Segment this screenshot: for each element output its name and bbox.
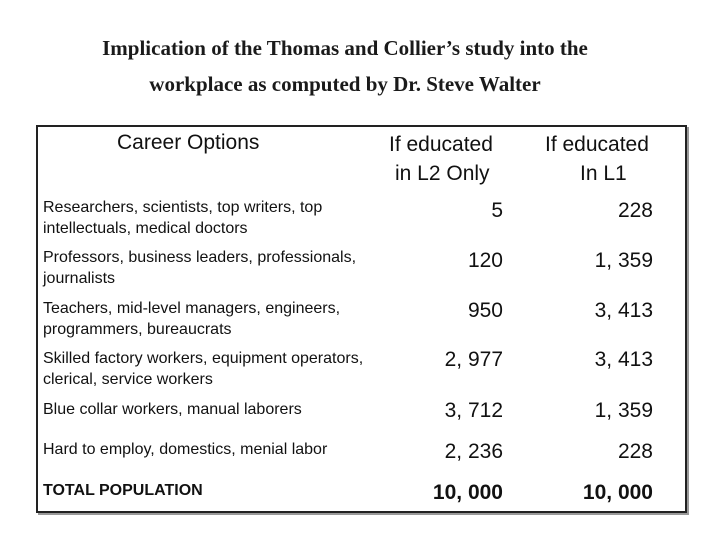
table-cell-l1: 228: [617, 440, 653, 463]
table-cell-l1: 1, 359: [594, 399, 653, 422]
table-cell-l2-only: 5: [491, 199, 503, 222]
header-l2-only-line2: in L2 Only: [395, 162, 490, 185]
title-line-2: workplace as computed by Dr. Steve Walter: [149, 72, 541, 96]
header-career-options: Career Options: [117, 131, 260, 154]
table-cell-l2-only: 950: [467, 299, 503, 322]
total-cell-l1: 10, 000: [582, 481, 653, 504]
table-row-label: Teachers, mid-level managers, engineers, programmers, bureaucrats: [43, 300, 341, 338]
total-cell-l2-only: 10, 000: [432, 481, 503, 504]
table-cell-l2-only: 2, 236: [444, 440, 503, 463]
table-cell-l2-only: 120: [467, 249, 503, 272]
table-row-label: Hard to employ, domestics, menial labor: [43, 441, 328, 458]
table-row-label: Blue collar workers, manual laborers: [43, 401, 302, 418]
table-cell-l2-only: 2, 977: [444, 348, 503, 371]
table-row-label: Skilled factory workers, equipment operators, clerical, service workers: [43, 350, 364, 388]
table-row-label: Researchers, scientists, top writers, top intellectuals, medical doctors: [43, 199, 323, 237]
table-cell-l2-only: 3, 712: [444, 399, 503, 422]
table-cell-l1: 3, 413: [594, 299, 653, 322]
header-l1-line1: If educated: [545, 133, 649, 156]
header-l2-only-line1: If educated: [389, 133, 493, 156]
table-cell-l1: 1, 359: [594, 249, 653, 272]
total-row-label: TOTAL POPULATION: [43, 482, 203, 499]
table-cell-l1: 3, 413: [594, 348, 653, 371]
table-cell-l1: 228: [617, 199, 653, 222]
table-row-label: Professors, business leaders, professionals, journalists: [43, 249, 357, 287]
header-l1-line2: In L1: [580, 162, 627, 185]
title-line-1: Implication of the Thomas and Collier’s study into the: [102, 36, 588, 60]
